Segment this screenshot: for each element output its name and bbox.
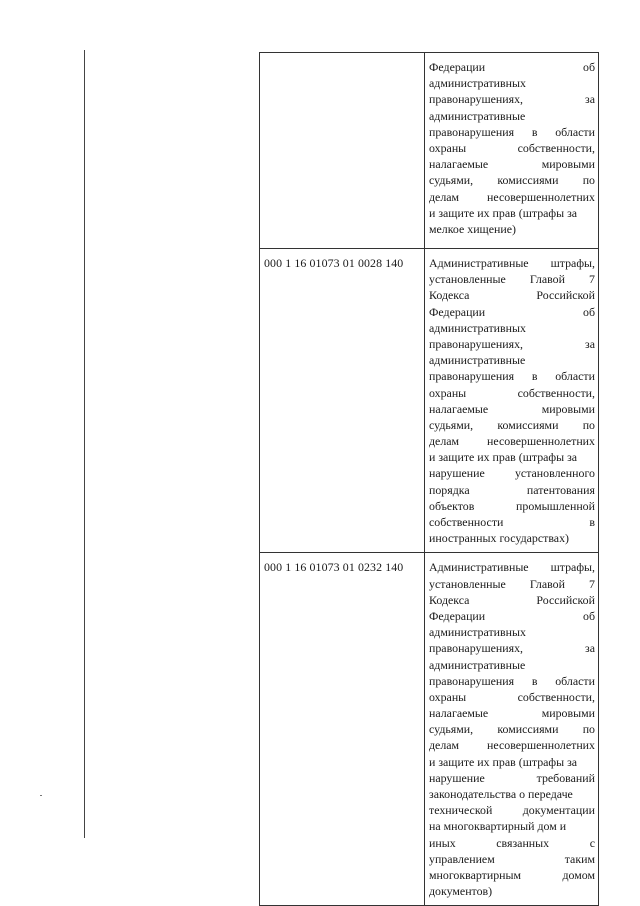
description-word: Российской (536, 592, 595, 607)
description-line (429, 592, 595, 608)
code-cell: 000 1 16 01073 01 0028 140 (260, 249, 425, 553)
description-word: требований (536, 770, 595, 785)
description-word: Федерации (429, 60, 486, 74)
description-word: объектов (429, 498, 475, 513)
description-line (429, 818, 595, 834)
description-word: домом (562, 867, 595, 882)
description-word: порядка (429, 482, 470, 497)
description-word: административных (429, 320, 526, 335)
description-word: Кодекса (429, 288, 470, 303)
description-word: за (585, 641, 595, 656)
description-line (429, 705, 595, 721)
description-word: правонарушениях, (429, 92, 523, 107)
description-line (429, 255, 595, 271)
description-word: охраны (429, 385, 467, 400)
description-word: налагаемые (429, 157, 489, 172)
description-word: установленные (429, 272, 506, 287)
description-line (429, 75, 595, 91)
description-word: Кодекса (429, 592, 470, 607)
description-word: комиссиями (497, 417, 559, 432)
description-line (429, 156, 595, 172)
description-line (429, 640, 595, 656)
description-word: иных (429, 835, 456, 850)
description-word: Федерации (429, 304, 486, 319)
description-word: налагаемые (429, 706, 489, 721)
description-word: несовершеннолетних (487, 738, 595, 753)
description-line (429, 867, 595, 883)
description-line (429, 802, 595, 818)
description-word: установленные (429, 576, 506, 591)
description-line (429, 417, 595, 433)
description-line (429, 320, 595, 336)
description-line (429, 786, 595, 802)
description-line (429, 352, 595, 368)
description-line (429, 465, 595, 481)
description-word: за (585, 92, 595, 107)
description-line (429, 271, 595, 287)
description-line (429, 140, 595, 156)
description-line (429, 514, 595, 530)
description-word: таким (564, 851, 595, 866)
description-line (429, 770, 595, 786)
description-word: в (531, 369, 538, 384)
description-line (429, 108, 595, 124)
description-word: собственности, (517, 140, 595, 155)
description-word: правонарушениях, (429, 641, 523, 656)
description-cell (425, 553, 599, 906)
description-line (429, 433, 595, 449)
description-line (429, 172, 595, 188)
description-word: установленного (514, 466, 595, 481)
description-word: штрафы, (550, 560, 595, 575)
description-word: об (583, 608, 595, 623)
description-line (429, 673, 595, 689)
description-word: технической (429, 803, 493, 818)
description-line (429, 851, 595, 867)
description-word: административные (429, 657, 526, 672)
description-word: собственности (429, 515, 504, 529)
code-cell (260, 53, 425, 249)
description-word: законодательства о передаче (429, 787, 573, 801)
description-word: по (582, 173, 595, 188)
description-line (429, 91, 595, 107)
table-row (260, 53, 599, 249)
description-cell (425, 53, 599, 249)
description-word: об (583, 60, 595, 74)
description-word: собственности, (517, 385, 595, 400)
description-word: судьями, (429, 173, 474, 188)
description-word: нарушение (429, 770, 485, 785)
description-word: патентования (526, 482, 595, 497)
description-word: Административные (429, 256, 529, 270)
description-word: Федерации (429, 608, 486, 623)
description-line (429, 624, 595, 640)
description-word: мировыми (541, 157, 595, 172)
description-word: штрафы, (550, 256, 595, 270)
description-word: в (531, 673, 538, 688)
description-line (429, 883, 595, 899)
description-word: правонарушения (429, 124, 515, 139)
description-word: охраны (429, 140, 467, 155)
description-line (429, 657, 595, 673)
description-word: административных (429, 625, 526, 640)
description-line (429, 608, 595, 624)
description-word: области (555, 369, 595, 384)
description-word: налагаемые (429, 401, 489, 416)
budget-codes-table (259, 52, 599, 906)
description-line (429, 754, 595, 770)
description-line (429, 304, 595, 320)
description-line (429, 576, 595, 592)
description-word: и защите их прав (штрафы за (429, 450, 578, 465)
description-word: охраны (429, 689, 467, 704)
description-word: административные (429, 353, 526, 368)
left-margin-line (84, 50, 85, 838)
description-line (429, 835, 595, 851)
description-word: и защите их прав (штрафы за (429, 754, 578, 769)
description-line (429, 559, 595, 575)
scan-speck (40, 795, 42, 796)
description-line (429, 205, 595, 221)
description-word: комиссиями (497, 173, 559, 188)
description-word: правонарушения (429, 369, 515, 384)
description-word: Главой (529, 272, 565, 287)
description-word: мировыми (541, 706, 595, 721)
description-word: комиссиями (497, 722, 559, 737)
description-word: по (582, 417, 595, 432)
description-line (429, 530, 595, 546)
description-word: 7 (589, 576, 595, 591)
description-line (429, 385, 595, 401)
description-line (429, 124, 595, 140)
table-row (260, 553, 599, 906)
description-word: административных (429, 76, 526, 91)
description-word: промышленной (516, 498, 595, 513)
description-word: правонарушения (429, 673, 515, 688)
description-word: 7 (589, 272, 595, 287)
description-word: многоквартирным (429, 867, 522, 882)
description-word: несовершеннолетних (487, 434, 595, 449)
description-word: правонарушениях, (429, 336, 523, 351)
description-line (429, 368, 595, 384)
description-word: с (589, 835, 595, 850)
description-word: в (589, 515, 595, 529)
description-word: области (555, 673, 595, 688)
description-word: за (585, 336, 595, 351)
description-word: делам (429, 434, 460, 449)
description-word: судьями, (429, 722, 474, 737)
description-line (429, 401, 595, 417)
description-word: Административные (429, 560, 529, 575)
table-row (260, 249, 599, 553)
description-line (429, 689, 595, 705)
description-line (429, 482, 595, 498)
description-line (429, 287, 595, 303)
description-cell (425, 249, 599, 553)
description-word: связанных (496, 835, 550, 850)
description-word: иностранных государствах) (429, 531, 569, 546)
description-line (429, 498, 595, 514)
description-line (429, 221, 595, 237)
description-word: мелкое хищение) (429, 221, 516, 236)
description-word: Российской (536, 288, 595, 303)
description-word: несовершеннолетних (487, 189, 595, 204)
description-word: управлением (429, 851, 495, 866)
description-word: об (583, 304, 595, 319)
description-line (429, 737, 595, 753)
description-word: по (582, 722, 595, 737)
description-word: Главой (529, 576, 565, 591)
description-word: мировыми (541, 401, 595, 416)
description-line (429, 189, 595, 205)
description-word: нарушение (429, 466, 485, 481)
description-word: документов) (429, 884, 493, 899)
description-word: делам (429, 189, 460, 204)
description-line (429, 336, 595, 352)
description-word: в (531, 124, 538, 139)
description-word: судьями, (429, 417, 474, 432)
description-word: документации (522, 803, 595, 818)
description-word: области (555, 124, 595, 139)
description-line (429, 449, 595, 465)
description-line (429, 59, 595, 75)
description-word: на многоквартирный дом и (429, 819, 567, 834)
code-cell: 000 1 16 01073 01 0232 140 (260, 553, 425, 906)
description-word: административные (429, 108, 526, 123)
description-word: и защите их прав (штрафы за (429, 205, 578, 220)
description-line (429, 721, 595, 737)
description-word: делам (429, 738, 460, 753)
description-word: собственности, (517, 689, 595, 704)
